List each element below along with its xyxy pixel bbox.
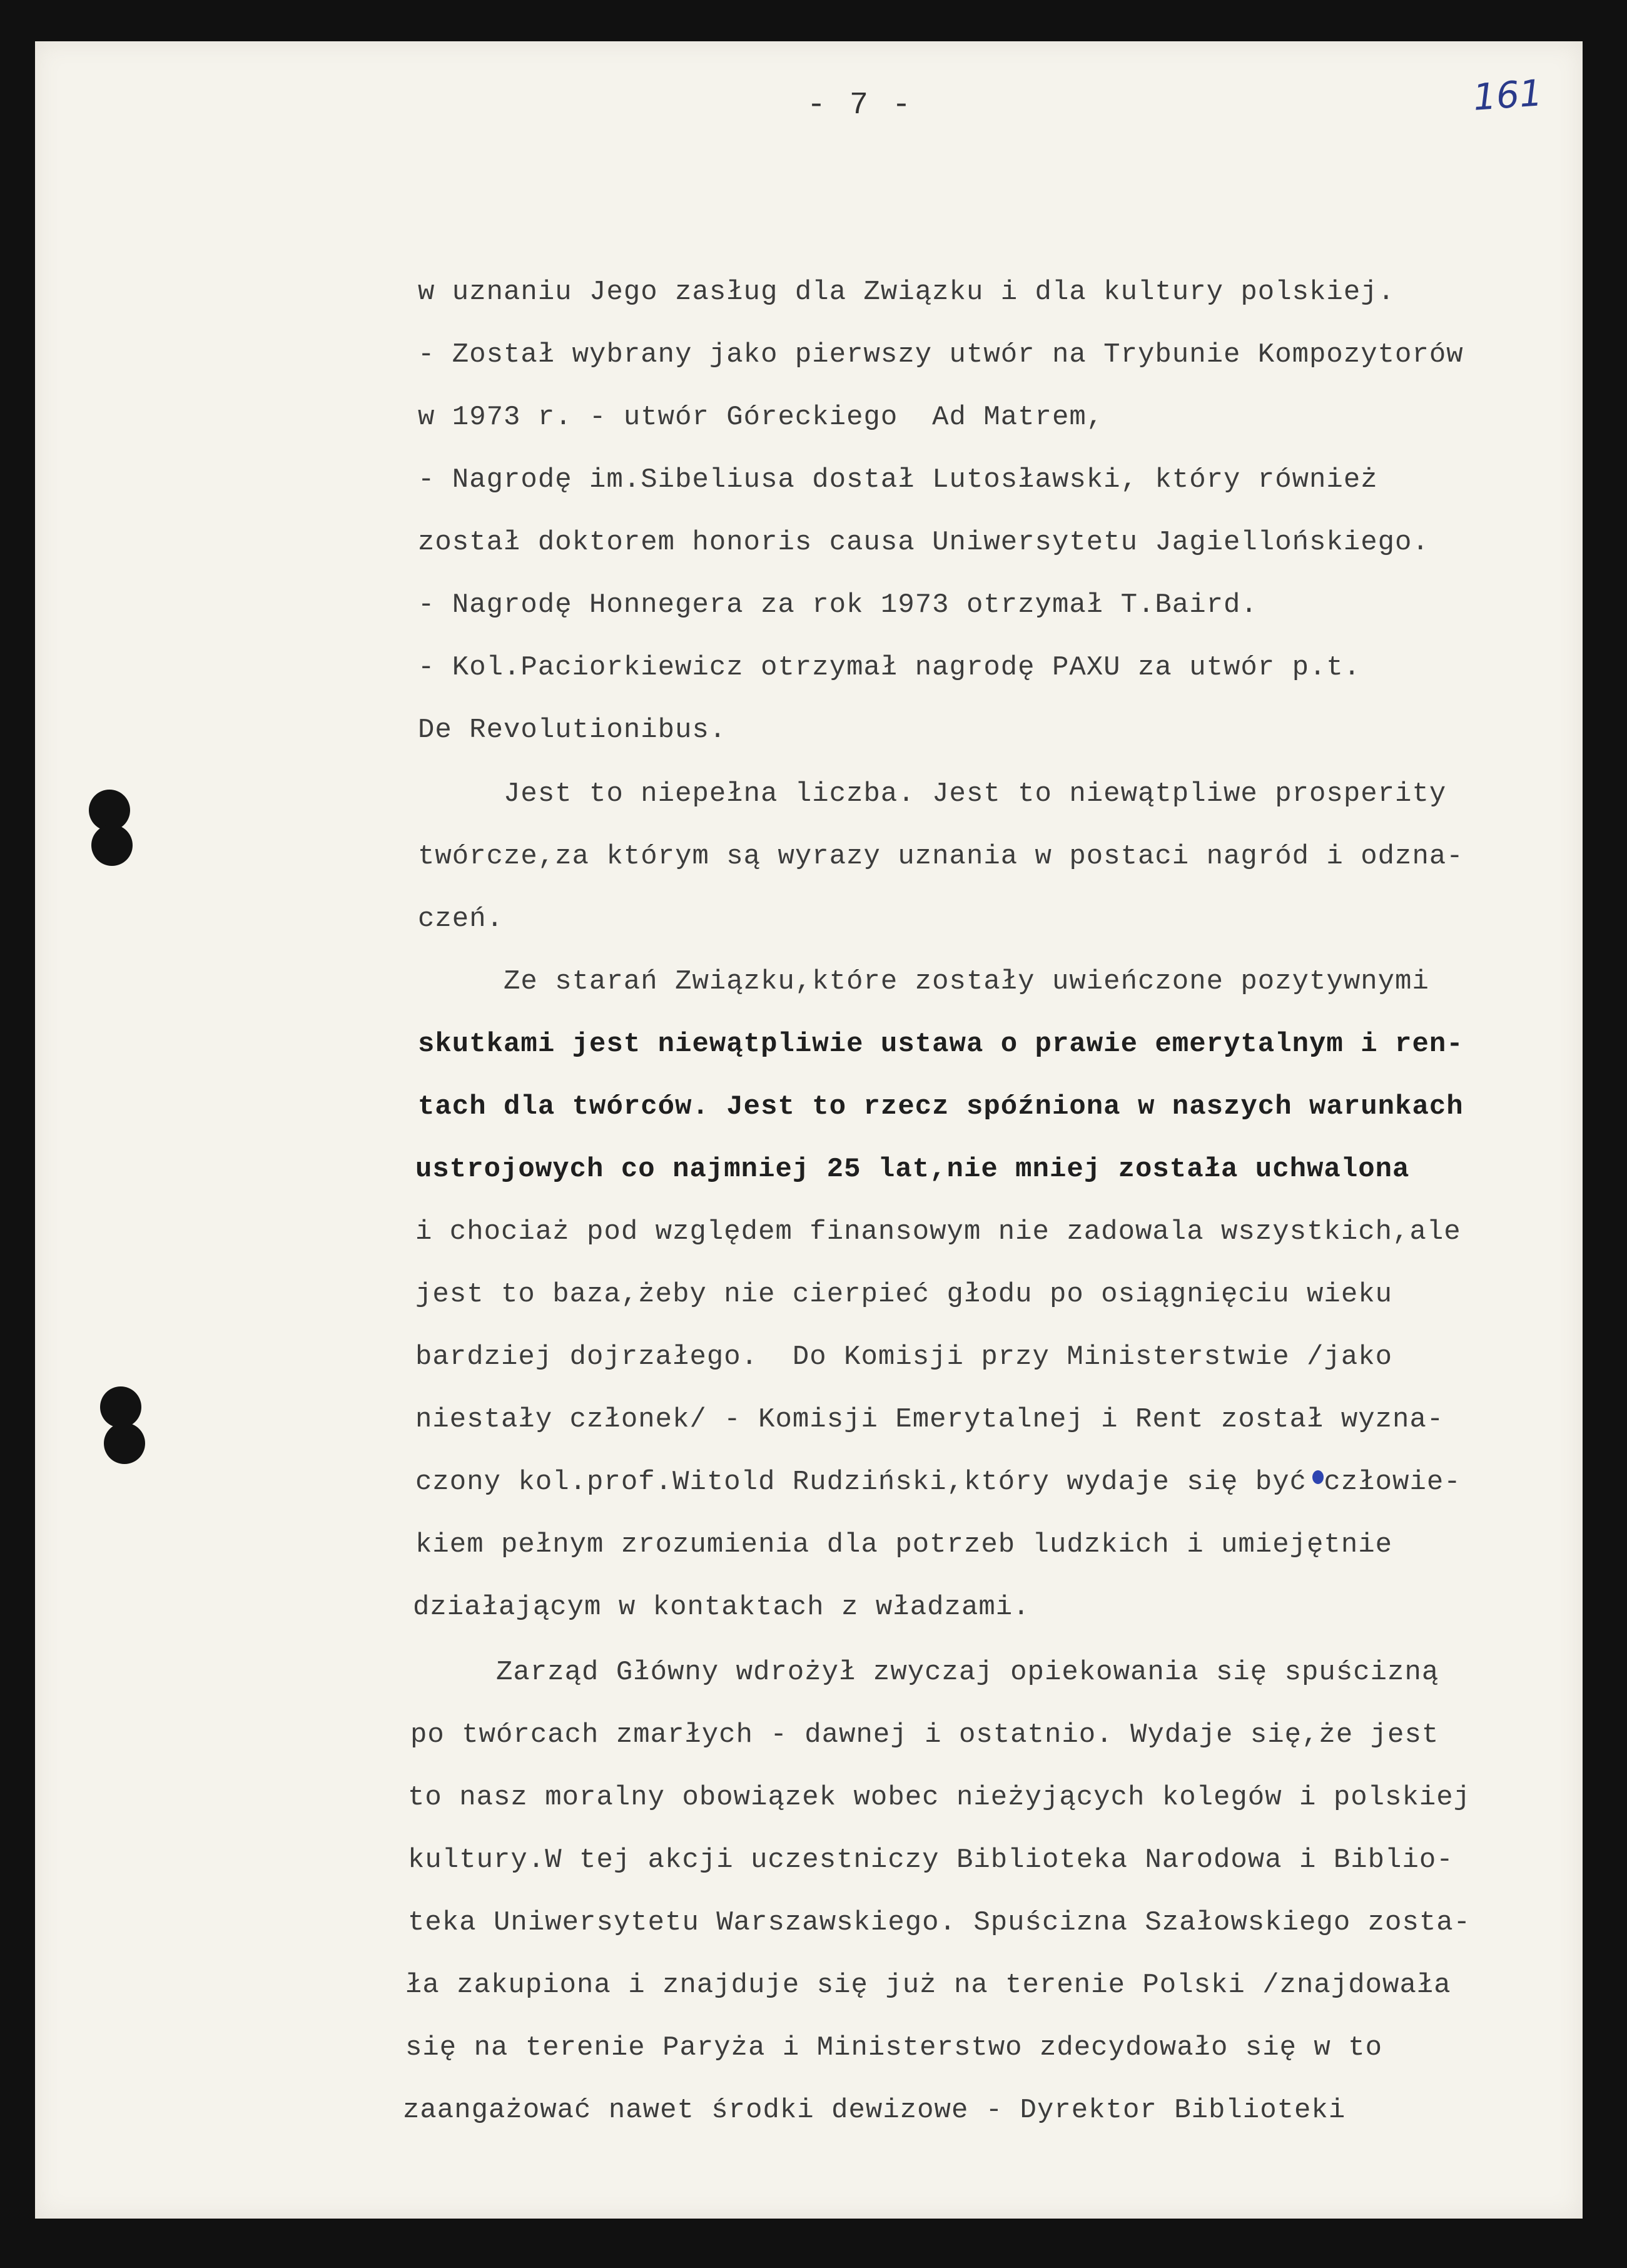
text-line: Ze starań Związku,które zostały uwieńczone pozytywnymi — [418, 966, 1429, 997]
text-line: to nasz moralny obowiązek wobec nieżyjących kolegów i polskiej — [408, 1782, 1471, 1813]
text-line: niestały członek/ - Komisji Emerytalnej i Rent został wyzna- — [415, 1404, 1444, 1435]
text-line: skutkami jest niewątpliwie ustawa o prawie emerytalnym i ren- — [418, 1029, 1464, 1060]
text-line: czony kol.prof.Witold Rudziński,który wydaje się być człowie- — [415, 1467, 1461, 1498]
text-line: kiem pełnym zrozumienia dla potrzeb ludzkich i umiejętnie — [415, 1529, 1393, 1560]
text-line: i chociaż pod względem finansowym nie zadowala wszystkich,ale — [415, 1216, 1461, 1248]
text-line: w 1973 r. - utwór Góreckiego Ad Matrem, — [418, 402, 1104, 433]
text-line: czeń. — [418, 903, 504, 935]
text-line: bardziej dojrzałego. Do Komisji przy Ministerstwie /jako — [415, 1341, 1393, 1373]
text-line: się na terenie Paryża i Ministerstwo zdecydowało się w to — [405, 2032, 1383, 2063]
text-line: - Nagrodę im.Sibeliusa dostał Lutosławski, który również — [418, 464, 1378, 496]
text-line: ustrojowych co najmniej 25 lat,nie mniej została uchwalona — [415, 1154, 1410, 1185]
text-line: teka Uniwersytetu Warszawskiego. Spuścizna Szałowskiego zosta- — [408, 1907, 1471, 1938]
handwritten-folio-number: 161 — [1471, 71, 1544, 119]
text-line: po twórcach zmarłych - dawnej i ostatnio. Wydaje się,że jest — [410, 1719, 1439, 1751]
text-line: jest to baza,żeby nie cierpieć głodu po osiągnięciu wieku — [415, 1279, 1393, 1310]
text-line: twórcze,za którym są wyrazy uznania w postaci nagród i odzna- — [418, 841, 1464, 872]
text-line: kultury.W tej akcji uczestniczy Biblioteka Narodowa i Biblio- — [408, 1844, 1454, 1876]
text-line: w uznaniu Jego zasług dla Związku i dla kultury polskiej. — [418, 277, 1396, 308]
text-line: De Revolutionibus. — [418, 714, 727, 746]
page-number: - 7 - — [807, 88, 914, 123]
text-line: działającym w kontaktach z władzami. — [413, 1592, 1030, 1623]
text-line: został doktorem honoris causa Uniwersytetu Jagiellońskiego. — [418, 527, 1429, 558]
text-line: - Został wybrany jako pierwszy utwór na Trybunie Kompozytorów — [418, 339, 1464, 370]
text-line: zaangażować nawet środki dewizowe - Dyrektor Biblioteki — [403, 2095, 1346, 2126]
text-line: Zarząd Główny wdrożył zwyczaj opiekowania się spuścizną — [410, 1657, 1439, 1688]
text-line: tach dla twórców. Jest to rzecz spóźniona w naszych warunkach — [418, 1091, 1464, 1122]
text-line: ła zakupiona i znajduje się już na terenie Polski /znajdowała — [405, 1970, 1451, 2001]
text-line: - Nagrodę Honnegera za rok 1973 otrzymał T.Baird. — [418, 589, 1258, 621]
text-line: Jest to niepełna liczba. Jest to niewątpliwe prosperity — [418, 778, 1447, 810]
text-line: - Kol.Paciorkiewicz otrzymał nagrodę PAXU za utwór p.t. — [418, 652, 1361, 683]
